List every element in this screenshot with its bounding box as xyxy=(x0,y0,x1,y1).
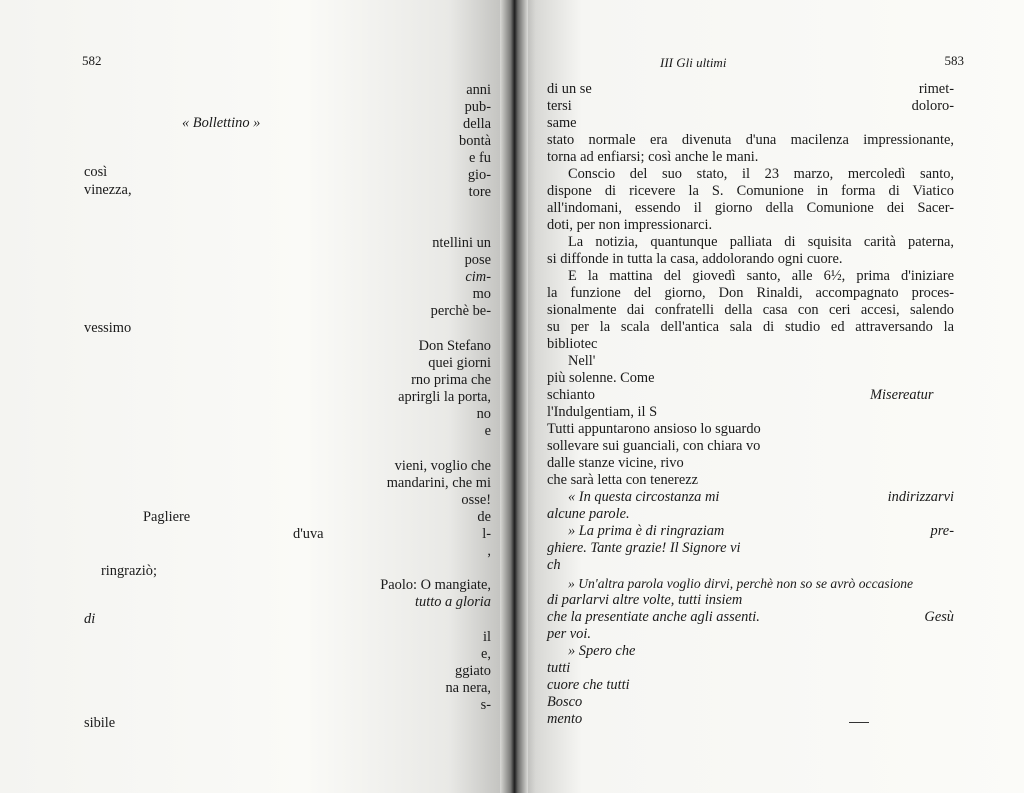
text-fragment: s- xyxy=(480,697,491,713)
text-fragment: aprirgli la porta, xyxy=(398,389,491,405)
text-fragment: Don Stefano xyxy=(418,338,491,354)
text-line: indirizzarvi xyxy=(887,489,954,505)
text-fragment: vessimo xyxy=(84,320,132,336)
text-fragment: pub- xyxy=(464,99,491,115)
text-line: Misereatur xyxy=(870,387,934,403)
bollettino-title: « Bollettino » xyxy=(182,115,261,131)
text-line: Nell' xyxy=(568,353,596,369)
text-fragment: anni xyxy=(466,82,491,98)
text-fragment: Paolo: O mangiate, xyxy=(380,577,491,593)
text-line: schianto xyxy=(547,387,595,403)
text-fragment: così xyxy=(84,164,108,180)
text-line: same xyxy=(547,115,577,131)
text-line: ghiere. Tante grazie! Il Signore vi xyxy=(547,540,741,556)
text-fragment: , xyxy=(487,543,491,559)
text-line: si diffonde in tutta la casa, addolorando ogni cuore. xyxy=(547,251,843,267)
text-fragment: il xyxy=(483,629,491,645)
text-fragment: d'uva xyxy=(293,526,324,542)
text-fragment: tore xyxy=(468,184,491,200)
text-line: doloro- xyxy=(911,98,954,114)
text-line: mento xyxy=(547,711,583,727)
text-line: Conscio del suo stato, il 23 marzo, mercoledì santo, xyxy=(568,166,954,182)
text-fragment: de xyxy=(477,509,491,525)
text-fragment: rno prima che xyxy=(411,372,491,388)
text-line: che sarà letta con tenerezz xyxy=(547,472,698,488)
text-fragment: bontà xyxy=(459,133,491,149)
page-number-right: 583 xyxy=(944,53,964,68)
text-fragment: na nera, xyxy=(445,680,491,696)
text-line: doti, per non impressionarci. xyxy=(547,217,713,233)
text-fragment: ntellini un xyxy=(432,235,491,251)
text-line: all'indomani, essendo il giorno della Comunione dei Sacer- xyxy=(547,200,954,216)
text-fragment: mo xyxy=(472,286,491,302)
text-rule xyxy=(849,722,869,723)
book-gutter xyxy=(500,0,528,793)
text-line: pre- xyxy=(930,523,954,539)
page-number-left: 582 xyxy=(82,53,102,68)
right-page xyxy=(510,0,1024,793)
text-fragment: di xyxy=(84,611,96,627)
text-line: bibliotec xyxy=(547,336,598,352)
text-fragment: mandarini, che mi xyxy=(386,475,491,491)
text-line: cuore che tutti xyxy=(547,677,630,693)
text-fragment: ringraziò; xyxy=(101,563,157,579)
text-line: stato normale era divenuta d'una macilenza impressionante, xyxy=(547,132,954,148)
text-fragment: della xyxy=(463,116,491,132)
text-line: ch xyxy=(547,557,561,573)
text-line: tutti xyxy=(547,660,571,676)
text-fragment: quei giorni xyxy=(428,355,491,371)
text-line: dalle stanze vicine, rivo xyxy=(547,455,684,471)
text-fragment: e fu xyxy=(469,150,491,166)
text-line: di parlarvi altre volte, tutti insiem xyxy=(547,592,743,608)
text-line: » La prima è di ringraziam xyxy=(568,523,725,539)
text-fragment: osse! xyxy=(461,492,491,508)
text-line: » Spero che xyxy=(568,643,636,659)
text-line: dispone di ricevere la S. Comunione in forma di Viatico xyxy=(547,183,954,199)
text-line: la funzione del giorno, Don Rinaldi, accompagnato proces- xyxy=(547,285,954,301)
left-page xyxy=(0,0,510,793)
text-fragment: vinezza, xyxy=(84,182,132,198)
text-fragment: e, xyxy=(481,646,491,662)
text-line: sionalmente dai confratelli della casa con ceri accesi, salendo xyxy=(547,302,954,318)
text-line: di un se xyxy=(547,81,592,97)
text-fragment: l- xyxy=(482,526,491,542)
text-line: » Un'altra parola voglio dirvi, perchè non so se avrò occasione xyxy=(568,576,914,591)
text-fragment: sibile xyxy=(84,715,116,731)
text-line: « In questa circostanza mi xyxy=(568,489,720,505)
text-fragment: cim- xyxy=(465,269,491,285)
text-line: La notizia, quantunque palliata di squisita carità paterna, xyxy=(568,234,954,250)
text-line: Bosco xyxy=(547,694,583,710)
text-line: torna ad enfiarsi; così anche le mani. xyxy=(547,149,759,165)
text-line: rimet- xyxy=(918,81,954,97)
text-line: Gesù xyxy=(924,609,954,625)
text-line: su per la scala dell'antica sala di studio ed attraversando la xyxy=(547,319,954,335)
text-fragment: e xyxy=(484,423,491,439)
text-line: per voi. xyxy=(547,626,591,642)
text-fragment: gio- xyxy=(467,167,491,183)
running-header: III Gli ultimi xyxy=(660,55,727,70)
text-fragment: Pagliere xyxy=(143,509,191,525)
text-line: l'Indulgentiam, il S xyxy=(547,404,658,420)
text-fragment: no xyxy=(476,406,491,422)
text-line: tersi xyxy=(547,98,572,114)
text-fragment: perchè be- xyxy=(430,303,491,319)
text-line: E la mattina del giovedì santo, alle 6½, prima d'iniziare xyxy=(568,268,954,284)
text-fragment: tutto a gloria xyxy=(415,594,491,610)
text-fragment: vieni, voglio che xyxy=(394,458,491,474)
text-fragment: pose xyxy=(464,252,491,268)
text-line: Tutti appuntarono ansioso lo sguardo xyxy=(547,421,761,437)
text-line: alcune parole. xyxy=(547,506,630,522)
text-line: che la presentiate anche agli assenti. xyxy=(547,609,760,625)
text-line: più solenne. Come xyxy=(547,370,655,386)
text-fragment: ggiato xyxy=(455,663,491,679)
text-line: sollevare sui guanciali, con chiara vo xyxy=(547,438,761,454)
